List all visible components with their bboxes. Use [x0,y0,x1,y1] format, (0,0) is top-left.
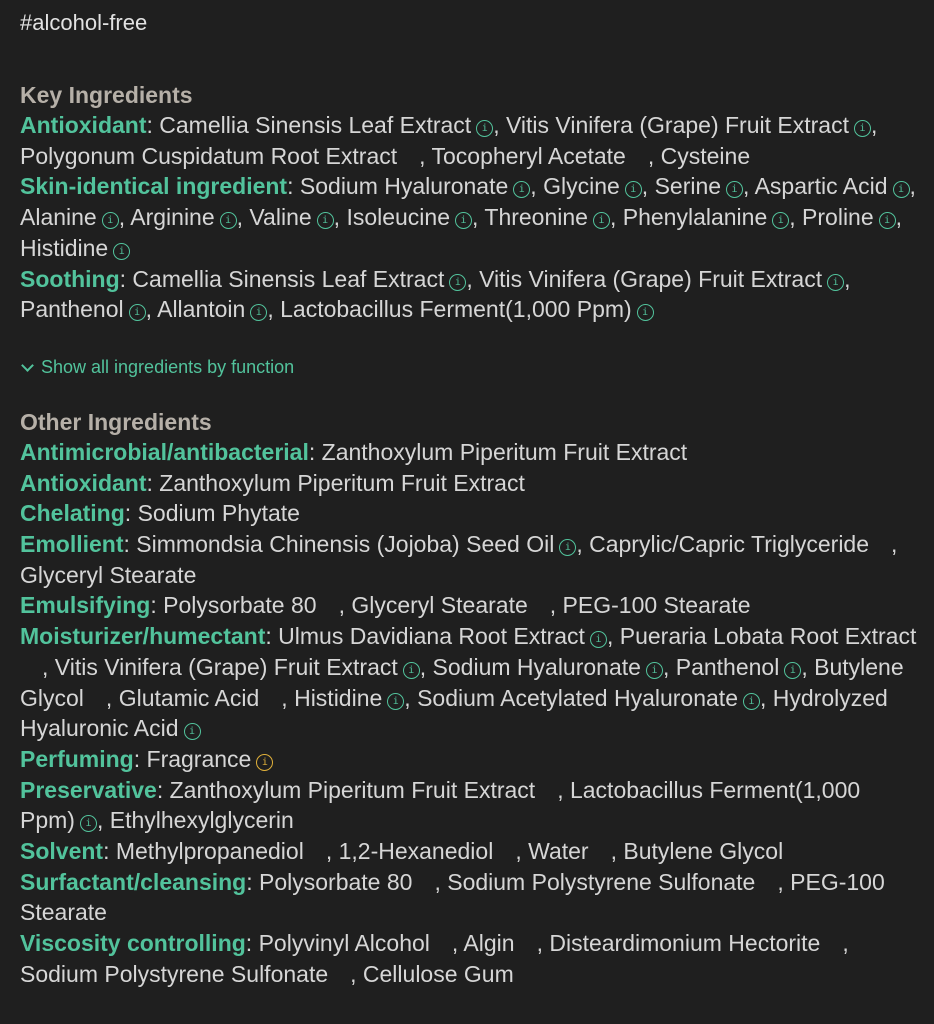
ingredient-link[interactable]: Water [528,838,589,865]
info-icon[interactable]: i [220,212,237,229]
function-row: Emulsifying: Polysorbate 80 , Glyceryl Stearate , PEG-100 Stearate [20,592,751,619]
info-icon[interactable]: i [403,662,420,679]
ingredient-link[interactable]: Zanthoxylum Piperitum Fruit Extract [321,438,688,465]
ingredient-link[interactable]: Zanthoxylum Piperitum Fruit Extract [169,776,536,803]
ingredient-link[interactable]: Aspartic Acid [754,173,888,200]
info-icon[interactable]: i [854,120,871,137]
ingredient-link[interactable]: Serine [654,173,722,200]
ingredient-link[interactable]: Pueraria Lobata Root Extract [619,623,917,650]
info-icon[interactable]: i [513,181,530,198]
function-label[interactable]: Skin-identical ingredient [20,173,288,200]
function-row: Soothing: Camellia Sinensis Leaf Extract i , Vitis Vinifera (Grape) Fruit Extract i , Panthenol i , Allantoin i , Lactobacillus Ferment(1,000 Ppm) i [20,265,851,323]
function-label[interactable]: Solvent [20,838,104,865]
function-row: Perfuming: Fragrance i [20,744,920,775]
info-icon[interactable]: i [80,815,97,832]
ingredient-link[interactable]: Tocopheryl Acetate [431,142,626,169]
function-label[interactable]: Chelating [20,500,125,527]
key-ingredients-section [20,80,920,325]
info-icon[interactable]: i [387,693,404,710]
function-row: Antioxidant: Camellia Sinensis Leaf Extract i , Vitis Vinifera (Grape) Fruit Extract i , Polygonum Cuspidatum Root Extract , Tocopheryl Acetate , Cysteine [20,112,878,169]
info-icon[interactable]: i [625,181,642,198]
info-icon[interactable]: i [184,723,201,740]
ingredient-link[interactable]: 1,2-Hexanediol [338,838,494,865]
info-icon[interactable]: i [637,304,654,321]
ingredient-link[interactable]: Panthenol [20,296,124,323]
info-icon[interactable]: i [449,274,466,291]
ingredient-link[interactable]: Polysorbate 80 [259,868,413,895]
function-row: Emollient: Simmondsia Chinensis (Jojoba) Seed Oil i , Caprylic/Capric Triglyceride , Glyceryl Stearate [20,531,898,588]
ingredient-link[interactable]: Sodium Hyaluronate [299,173,509,200]
info-icon[interactable]: i [102,212,119,229]
function-label[interactable]: Preservative [20,776,157,803]
info-icon[interactable]: i [726,181,743,198]
ingredient-link[interactable]: Glyceryl Stearate [20,561,197,588]
function-label[interactable]: Viscosity controlling [20,930,246,957]
function-label[interactable]: Perfuming [20,745,134,772]
warning-info-icon[interactable]: i [256,754,273,771]
ingredient-link[interactable]: Histidine [294,684,383,711]
ingredient-link[interactable]: Vitis Vinifera (Grape) Fruit Extract [505,112,849,138]
function-row: Moisturizer/humectant: Ulmus Davidiana Root Extract i , Pueraria Lobata Root Extract, Vitis Vinifera (Grape) Fruit Extract i , Sodium Hyaluronate i , Panthenol i , Butylene Glycol , Glutamic Acid , Histidine i , Sodium Acetylated Hyaluronate i , Hydrolyzed Hyaluronic Acid i [20,623,917,742]
ingredient-link[interactable]: Ulmus Davidiana Root Extract [278,623,585,650]
key-ingredients-title: Key Ingredients [20,82,193,108]
ingredient-link[interactable]: PEG-100 Stearate [562,592,751,619]
function-label[interactable]: Emollient [20,531,124,558]
ingredient-link[interactable]: Caprylic/Capric Triglyceride [589,531,870,558]
other-ingredients-section [20,407,920,990]
ingredient-link[interactable]: Cysteine [660,142,751,169]
ingredient-link[interactable]: Glyceryl Stearate [351,592,528,619]
function-row: Antimicrobial/antibacterial: Zanthoxylum Piperitum Fruit Extract [20,438,688,465]
ingredient-link[interactable]: Cellulose Gum [362,960,514,987]
ingredient-link[interactable]: Polygonum Cuspidatum Root Extract [20,142,398,169]
info-icon[interactable]: i [559,539,576,556]
show-all-ingredients-button[interactable] [20,355,294,379]
ingredient-link[interactable]: Algin [463,930,515,957]
ingredient-link[interactable]: Hydrolyzed Hyaluronic Acid [20,684,888,742]
function-row: Antioxidant: Zanthoxylum Piperitum Fruit Extract [20,469,525,496]
function-label[interactable]: Antimicrobial/antibacterial [20,438,309,465]
ingredient-link[interactable]: Histidine [20,234,109,261]
ingredient-link[interactable]: Camellia Sinensis Leaf Extract [159,112,472,138]
ingredient-link[interactable]: Methylpropanediol [115,838,304,865]
other-ingredients-title: Other Ingredients [20,408,212,435]
ingredient-link[interactable]: Threonine [484,204,588,231]
info-icon[interactable]: i [317,212,334,229]
ingredient-link[interactable]: Sodium Hyaluronate [432,653,641,680]
ingredient-link[interactable]: Polysorbate 80 [163,592,317,619]
ingredient-link[interactable]: Phenylalanine [622,204,768,231]
function-row: Preservative: Zanthoxylum Piperitum Fruit Extract , Lactobacillus Ferment(1,000 Ppm) i , Ethylhexylglycerin [20,776,861,834]
ingredient-link[interactable]: Sodium Phytate [137,500,300,527]
function-row: Solvent: Methylpropanediol , 1,2-Hexanediol , Water , Butylene Glycol [20,838,784,865]
ingredient-link[interactable]: Valine [249,204,312,231]
ingredient-link[interactable]: PEG-100 Stearate [20,868,885,926]
ingredient-link[interactable]: Lactobacillus Ferment(1,000 Ppm) [20,776,861,834]
ingredient-link[interactable]: Camellia Sinensis Leaf Extract [132,265,445,292]
info-icon[interactable]: i [879,212,896,229]
function-row: Surfactant/cleansing: Polysorbate 80 , Sodium Polystyrene Sulfonate , PEG-100 Stearate [20,868,885,926]
ingredient-link[interactable]: Zanthoxylum Piperitum Fruit Extract [159,469,525,496]
info-icon[interactable]: i [129,304,146,321]
ingredient-link[interactable]: Allantoin [157,296,246,323]
alcohol-free-tag[interactable]: #alcohol-free [20,10,148,35]
function-label[interactable]: Antioxidant [20,112,147,138]
ingredient-link[interactable]: Glutamic Acid [118,684,260,711]
function-label[interactable]: Emulsifying [20,592,151,619]
info-icon[interactable]: i [250,304,267,321]
function-row: Viscosity controlling: Polyvinyl Alcohol , Algin , Disteardimonium Hectorite , Sodium Polystyrene Sulfonate , Cellulose Gum [20,930,849,987]
ingredient-link[interactable]: Vitis Vinifera (Grape) Fruit Extract [479,265,823,292]
other-ingredients-list [20,437,920,990]
ingredient-link[interactable]: Simmondsia Chinensis (Jojoba) Seed Oil [136,531,555,558]
ingredient-link[interactable]: Sodium Acetylated Hyaluronate [417,684,738,711]
key-ingredients-list [20,110,920,325]
chevron-down-icon [21,359,34,372]
function-row: Chelating: Sodium Phytate [20,500,300,527]
ingredient-link[interactable]: Isoleucine [346,204,451,231]
info-icon[interactable]: i [455,212,472,229]
function-label[interactable]: Surfactant/cleansing [20,868,247,895]
info-icon[interactable]: i [646,662,663,679]
ingredient-link[interactable]: Lactobacillus Ferment(1,000 Ppm) [280,296,632,323]
ingredient-link[interactable]: Fragrance [146,745,252,772]
function-label[interactable]: Soothing [20,265,120,292]
ingredient-link[interactable]: Arginine [130,204,215,231]
ingredient-link[interactable]: Vitis Vinifera (Grape) Fruit Extract [54,653,398,680]
info-icon[interactable]: i [113,243,130,260]
function-label[interactable]: Antioxidant [20,469,147,496]
show-all-label: Show all ingredients by function [41,356,295,377]
ingredient-link[interactable]: Butylene Glycol [20,653,904,711]
info-icon[interactable]: i [476,120,493,137]
ingredient-link[interactable]: Panthenol [675,653,780,680]
ingredient-link[interactable]: Sodium Polystyrene Sulfonate [20,960,329,987]
info-icon[interactable]: i [593,212,610,229]
info-icon[interactable]: i [590,631,607,648]
function-label[interactable]: Moisturizer/humectant [20,623,266,650]
ingredient-link[interactable]: Polyvinyl Alcohol [258,930,430,957]
function-row: Skin-identical ingredient: Sodium Hyaluronate i , Glycine i , Serine i , Aspartic Acid i , Alanine i , Arginine i , Valine i , Isoleucine i , Threonine i , Phenylalanine i , Proline i , Histidine i [20,173,916,261]
ingredient-link[interactable]: Proline [802,204,874,231]
ingredient-link[interactable]: Alanine [20,204,97,231]
info-icon[interactable]: i [772,212,789,229]
ingredient-link[interactable]: Disteardimonium Hectorite [549,930,821,957]
ingredient-link[interactable]: Butylene Glycol [623,838,784,865]
info-icon[interactable]: i [893,181,910,198]
info-icon[interactable]: i [743,693,760,710]
info-icon[interactable]: i [784,662,801,679]
info-icon[interactable]: i [827,274,844,291]
ingredient-link[interactable]: Glycine [543,173,620,200]
ingredient-link[interactable]: Sodium Polystyrene Sulfonate [447,868,756,895]
ingredient-link[interactable]: Ethylhexylglycerin [109,807,294,834]
